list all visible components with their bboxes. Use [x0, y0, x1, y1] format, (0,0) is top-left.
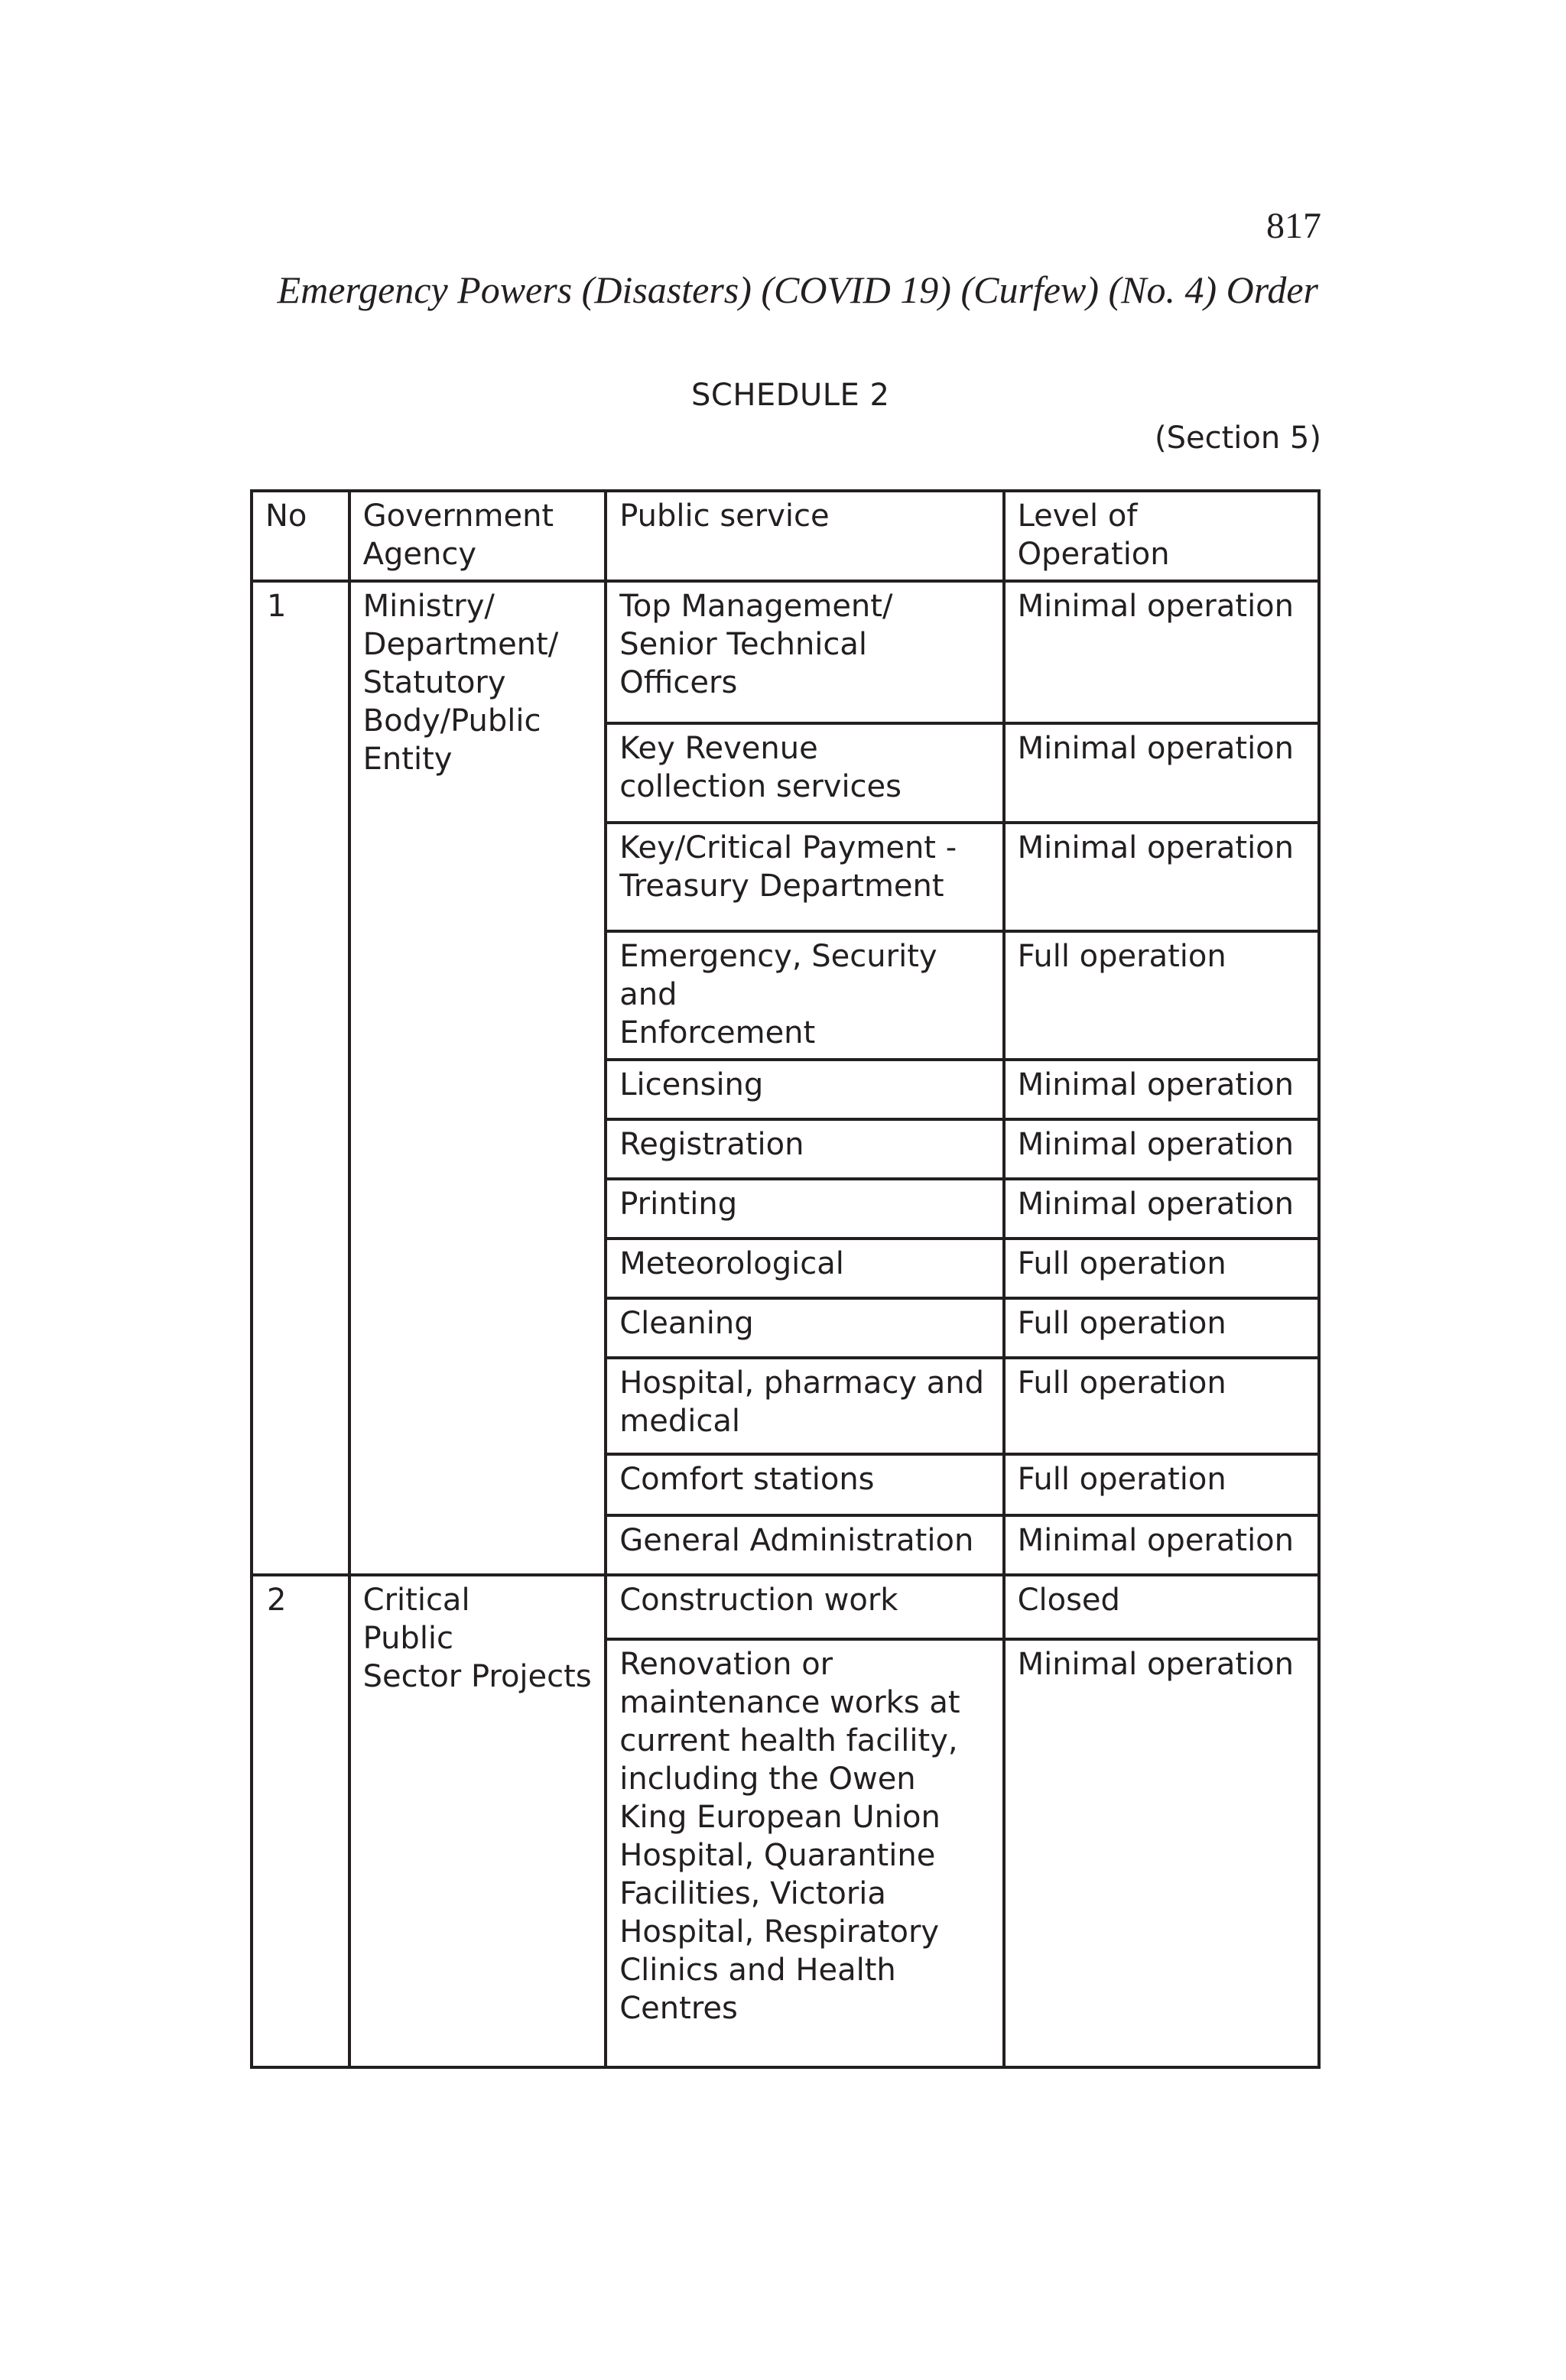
- level-of-operation-cell: Full operation: [1004, 931, 1319, 1060]
- table-body: [252, 581, 1319, 2067]
- row-number-cell: 2: [252, 1575, 349, 2067]
- level-of-operation-cell: Closed: [1004, 1575, 1319, 1639]
- public-service-cell: Cleaning: [606, 1298, 1003, 1358]
- table-row: [252, 581, 1319, 723]
- public-service-cell: Meteorological: [606, 1239, 1003, 1298]
- public-service-cell: Top Management/ Senior Technical Officers: [606, 581, 1003, 723]
- table-row: [252, 1575, 1319, 1639]
- public-service-cell: Comfort stations: [606, 1454, 1003, 1515]
- level-of-operation-cell: Minimal operation: [1004, 1639, 1319, 2067]
- level-of-operation-cell: Minimal operation: [1004, 1179, 1319, 1239]
- public-service-cell: Renovation or maintenance works at current health facility, including the Owen King European Union Hospital, Quarantine Facilities, Victoria Hospital, Respiratory Clinics and Health Centres: [606, 1639, 1003, 2067]
- level-of-operation-cell: Full operation: [1004, 1358, 1319, 1454]
- level-of-operation-cell: Minimal operation: [1004, 1060, 1319, 1119]
- level-of-operation-cell: Full operation: [1004, 1298, 1319, 1358]
- level-of-operation-cell: Minimal operation: [1004, 581, 1319, 723]
- header-row: [252, 491, 1319, 581]
- level-of-operation-cell: Minimal operation: [1004, 723, 1319, 823]
- table-header: [252, 491, 1319, 581]
- government-agency-cell: Ministry/ Department/ Statutory Body/Public Entity: [349, 581, 606, 1575]
- public-service-cell: Key/Critical Payment - Treasury Department: [606, 823, 1003, 931]
- level-of-operation-cell: Minimal operation: [1004, 1119, 1319, 1179]
- level-of-operation-cell: Minimal operation: [1004, 1515, 1319, 1575]
- public-service-cell: Licensing: [606, 1060, 1003, 1119]
- schedule-table: [250, 489, 1321, 2069]
- level-of-operation-cell: Full operation: [1004, 1239, 1319, 1298]
- column-header-level: Level of Operation: [1004, 491, 1319, 581]
- level-of-operation-cell: Minimal operation: [1004, 823, 1319, 931]
- public-service-cell: Printing: [606, 1179, 1003, 1239]
- public-service-cell: General Administration: [606, 1515, 1003, 1575]
- column-header-no: No: [252, 491, 349, 581]
- section-reference: (Section 5): [1155, 420, 1321, 456]
- public-service-cell: Hospital, pharmacy and medical: [606, 1358, 1003, 1454]
- government-agency-cell: Critical Public Sector Projects: [349, 1575, 606, 2067]
- page-number: 817: [1266, 206, 1321, 246]
- column-header-service: Public service: [606, 491, 1003, 581]
- running-title: Emergency Powers (Disasters) (COVID 19) (Curfew) (No. 4) Order: [277, 268, 1318, 311]
- column-header-agency: Government Agency: [349, 491, 606, 581]
- public-service-cell: Key Revenue collection services: [606, 723, 1003, 823]
- schedule-heading: SCHEDULE 2: [691, 378, 890, 413]
- row-number-cell: 1: [252, 581, 349, 1575]
- public-service-cell: Registration: [606, 1119, 1003, 1179]
- level-of-operation-cell: Full operation: [1004, 1454, 1319, 1515]
- public-service-cell: Construction work: [606, 1575, 1003, 1639]
- public-service-cell: Emergency, Security and Enforcement: [606, 931, 1003, 1060]
